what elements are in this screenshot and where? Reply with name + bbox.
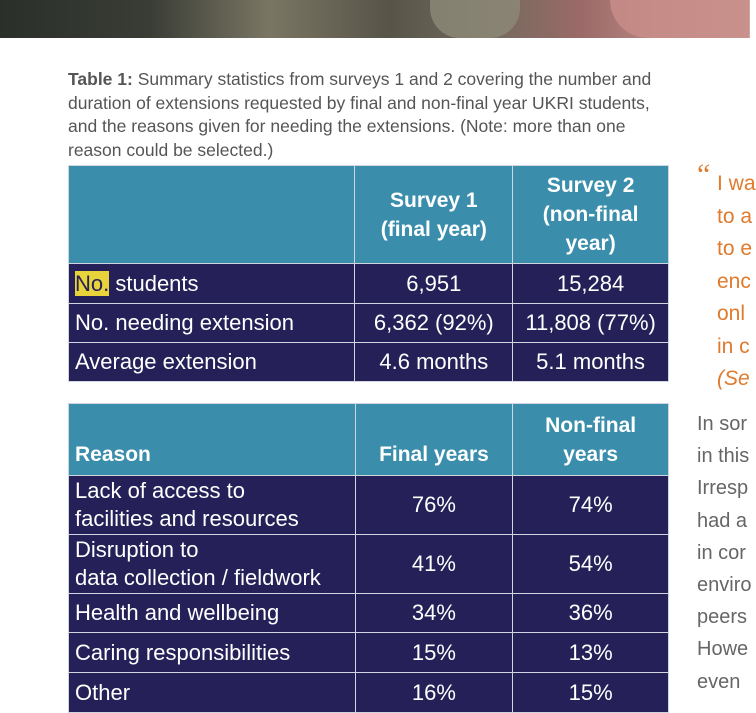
header-cell-empty xyxy=(69,166,355,264)
cell-survey-2: 5.1 months xyxy=(513,343,669,382)
table-header-row xyxy=(69,166,669,264)
cell-non-final: 74% xyxy=(513,476,669,535)
body-line: in this xyxy=(697,445,750,468)
row-label: No. students xyxy=(69,264,355,304)
table-header-row xyxy=(69,404,669,476)
quote-line: I wa xyxy=(717,172,756,195)
body-line: in cor xyxy=(697,541,746,564)
table-row xyxy=(69,594,669,633)
table-row xyxy=(69,264,669,304)
table-row xyxy=(69,304,669,343)
header-non-final-years: Non-final years xyxy=(513,404,669,476)
cell-non-final: 54% xyxy=(513,535,669,594)
header-final-years: Final years xyxy=(355,404,513,476)
quote-lines xyxy=(717,168,756,396)
body-line: In sor xyxy=(697,413,748,435)
body-text xyxy=(697,408,751,698)
cell-final: 41% xyxy=(355,535,513,594)
cell-survey-2: 11,808 (77%) xyxy=(513,304,669,343)
table-row xyxy=(69,343,669,382)
header-survey-1: Survey 1 (final year) xyxy=(355,166,513,264)
cell-survey-1: 6,362 (92%) xyxy=(355,304,513,343)
cell-non-final: 15% xyxy=(513,673,669,713)
quote-line: enc xyxy=(717,269,751,293)
cell-survey-1: 6,951 xyxy=(355,264,513,304)
reason-label: Caring responsibilities xyxy=(69,633,356,673)
body-line: Irresp xyxy=(697,477,749,500)
cell-final: 76% xyxy=(355,476,513,535)
header-survey-2: Survey 2 (non-final year) xyxy=(513,166,669,264)
cell-non-final: 36% xyxy=(513,594,669,633)
reasons-table xyxy=(68,403,669,713)
table-row xyxy=(69,633,669,673)
quote-line: onl xyxy=(717,302,746,325)
cell-final: 15% xyxy=(355,633,513,673)
quote-attribution: (Se xyxy=(717,367,750,390)
body-line: Howe xyxy=(697,638,749,661)
cell-final: 16% xyxy=(355,673,513,713)
cell-survey-1: 4.6 months xyxy=(355,343,513,382)
quote-line: to e xyxy=(717,237,753,260)
header-photo xyxy=(0,0,749,38)
reason-label: Health and wellbeing xyxy=(69,594,356,633)
quote-mark-icon: “ xyxy=(697,158,711,191)
table-caption xyxy=(68,68,678,162)
photo-shape xyxy=(610,0,750,38)
table-row xyxy=(69,673,669,713)
body-line: peers xyxy=(697,606,748,629)
highlighted-text: No. xyxy=(75,270,110,296)
summary-table xyxy=(68,165,669,382)
row-label: No. needing extension xyxy=(69,304,355,343)
body-line: enviro xyxy=(697,574,752,597)
table-row xyxy=(69,476,669,535)
quote-line: in c xyxy=(717,334,750,358)
row-label: Average extension xyxy=(69,343,355,382)
table-row xyxy=(69,535,669,594)
header-reason: Reason xyxy=(69,404,356,476)
reason-label: Lack of access to facilities and resources xyxy=(69,476,356,535)
reason-label: Other xyxy=(69,673,356,713)
photo-shape xyxy=(430,0,520,38)
caption-label: Table 1: xyxy=(68,69,133,89)
quote-line: to a xyxy=(717,204,753,228)
cell-survey-2: 15,284 xyxy=(513,264,669,304)
cell-non-final: 13% xyxy=(513,633,669,673)
body-line: even xyxy=(697,670,741,693)
caption-text: Summary statistics from surveys 1 and 2 covering the number and duration of extensions requested by final and non-final year UKRI students, and the reasons given for needing the extensions. (Note: more than one reason could be selected.) xyxy=(68,69,652,160)
body-line: had a xyxy=(697,509,748,532)
reason-label: Disruption to data collection / fieldwork xyxy=(69,535,356,594)
cell-final: 34% xyxy=(355,594,513,633)
